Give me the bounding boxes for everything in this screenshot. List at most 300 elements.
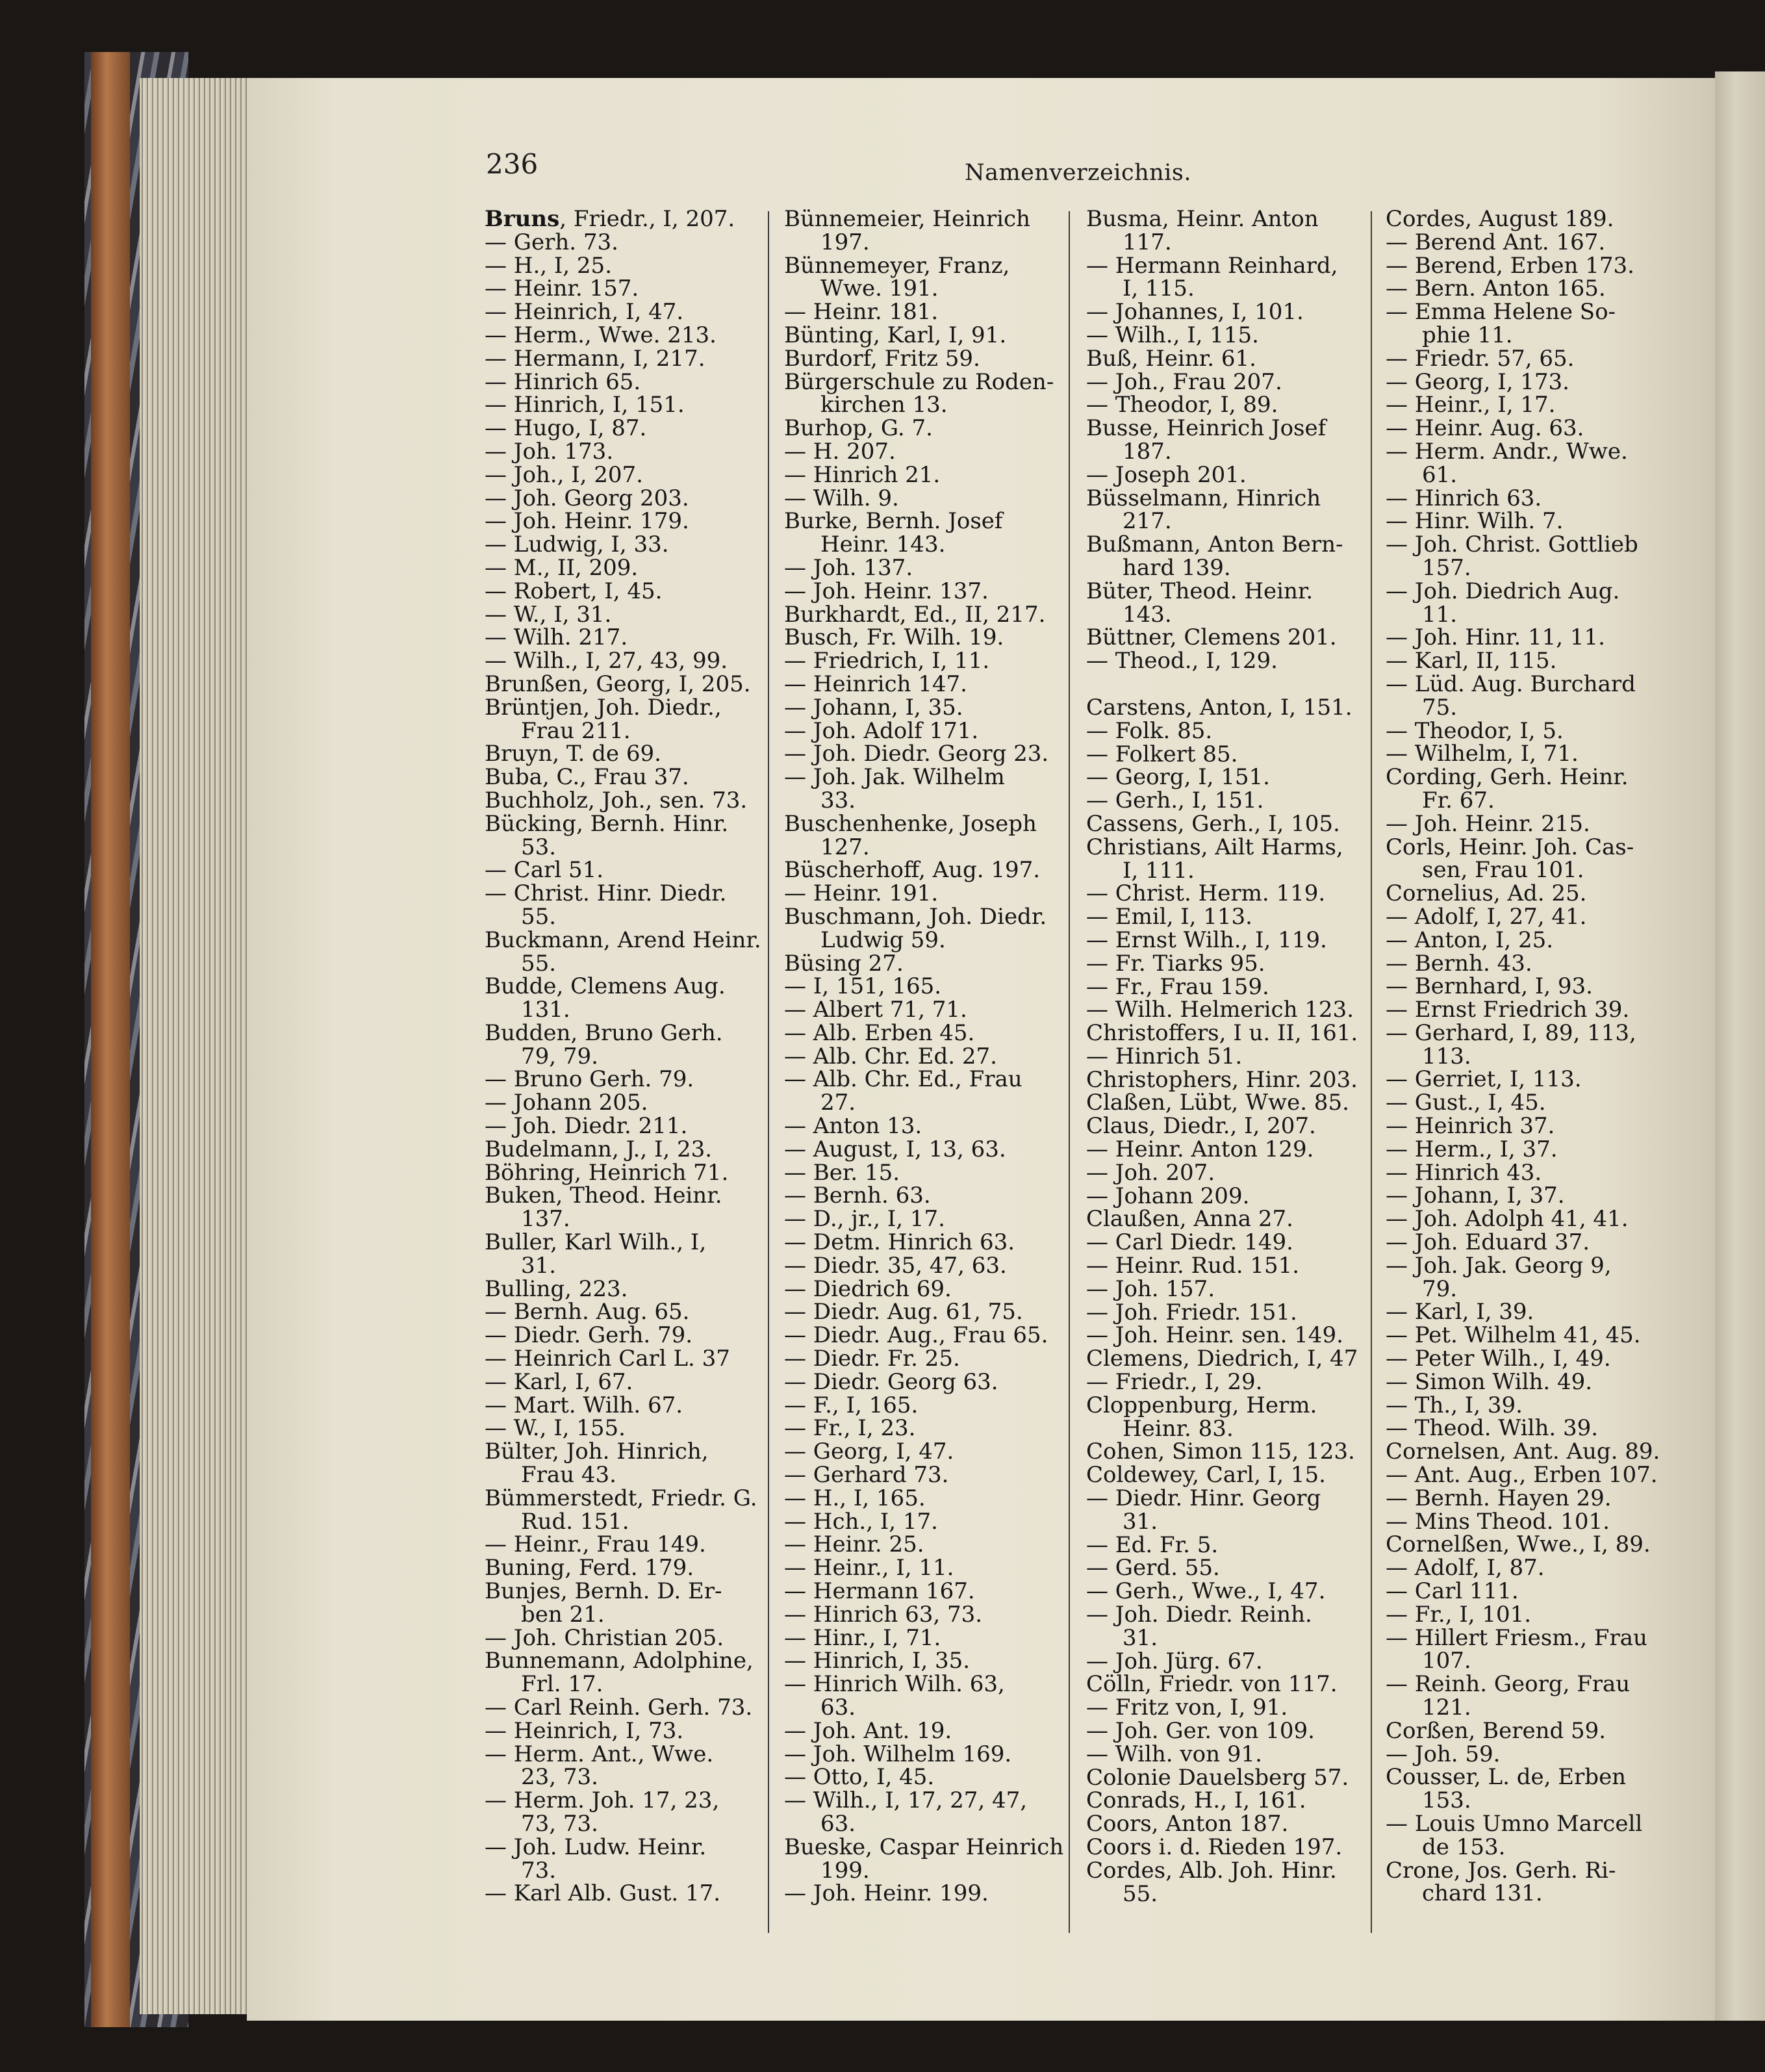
- index-entry: Carstens, Anton, I, 151.: [1086, 694, 1352, 721]
- index-entry: — Gerh., I, 151.: [1086, 787, 1264, 814]
- index-entry: Clemens, Diedrich, I, 47: [1086, 1346, 1358, 1372]
- index-entry: — Ludwig, I, 33.: [485, 531, 669, 558]
- index-entry: — Bernh. Aug. 65.: [485, 1299, 690, 1325]
- index-entry: — Bern. Anton 165.: [1386, 275, 1606, 302]
- index-entry: — Diedrich 69.: [784, 1275, 952, 1302]
- index-entry: — Alb. Erben 45.: [784, 1019, 975, 1046]
- index-entry: — Joh. Ger. von 109.: [1086, 1718, 1315, 1744]
- index-entry: — Ber. 15.: [784, 1159, 900, 1186]
- index-entry: — Heinr. Rud. 151.: [1086, 1253, 1300, 1279]
- index-entry-continuation: 63.: [820, 1810, 856, 1837]
- index-entry: Cölln, Friedr. von 117.: [1086, 1671, 1338, 1698]
- index-entry: Cloppenburg, Herm.: [1086, 1392, 1317, 1418]
- index-entry: — Mins Theod. 101.: [1386, 1508, 1610, 1535]
- running-head: Namenverzeichnis.: [965, 160, 1191, 186]
- index-entry-continuation: Wwe. 191.: [820, 275, 939, 302]
- index-entry: — Joh. Heinr. 215.: [1386, 810, 1590, 837]
- index-entry: — Joh. Jürg. 67.: [1086, 1648, 1263, 1674]
- index-entry: Cousser, L. de, Erben: [1386, 1764, 1627, 1791]
- index-entry-continuation: Heinr. 83.: [1123, 1415, 1234, 1442]
- index-entry: — Folkert 85.: [1086, 741, 1238, 767]
- index-entry: — Theod., I, 129.: [1086, 648, 1278, 674]
- index-entry: — Ed. Fr. 5.: [1086, 1531, 1219, 1558]
- index-entry: — Folk. 85.: [1086, 717, 1213, 744]
- index-entry: Cassens, Gerh., I, 105.: [1086, 810, 1340, 837]
- index-entry: Bulling, 223.: [485, 1275, 628, 1302]
- index-entry: Budde, Clemens Aug.: [485, 973, 726, 1000]
- index-entry: — Wilh. Helmerich 123.: [1086, 997, 1354, 1023]
- index-entry-continuation: 79, 79.: [521, 1043, 598, 1069]
- index-entry: — Hinrich, I, 151.: [485, 392, 685, 418]
- index-entry: Budden, Bruno Gerh.: [485, 1019, 723, 1046]
- index-entry: — Joseph 201.: [1086, 461, 1247, 488]
- index-entry: — Bernh. 43.: [1386, 950, 1532, 977]
- index-entry-continuation: 27.: [820, 1090, 856, 1116]
- index-entry: Büsselmann, Hinrich: [1086, 485, 1321, 511]
- index-entry: Bünting, Karl, I, 91.: [784, 322, 1007, 348]
- index-entry: Brüntjen, Joh. Diedr.,: [485, 694, 722, 721]
- index-entry: Bruyn, T. de 69.: [485, 741, 661, 767]
- index-entry-continuation: 143.: [1123, 601, 1172, 628]
- index-entry: — Joh. Hinr. 11, 11.: [1386, 624, 1605, 651]
- index-entry: — Hinrich 43.: [1386, 1159, 1542, 1186]
- index-entry-continuation: 55.: [1123, 1880, 1158, 1907]
- index-entry-continuation: I, 111.: [1123, 857, 1195, 884]
- index-entry: Bueske, Caspar Heinrich: [784, 1834, 1064, 1860]
- index-entry-continuation: 31.: [1123, 1624, 1158, 1651]
- index-entry: — Heinrich 147.: [784, 671, 967, 697]
- index-entry-continuation: hard 139.: [1123, 554, 1231, 581]
- index-entry: Büter, Theod. Heinr.: [1086, 578, 1314, 604]
- index-entry-continuation: 33.: [820, 787, 856, 813]
- index-entry: — Joh. Diedr. Georg 23.: [784, 741, 1049, 767]
- index-entry-continuation: 63.: [820, 1695, 856, 1720]
- index-entry: Buba, C., Frau 37.: [485, 764, 689, 791]
- index-entry: — Hinrich 51.: [1086, 1043, 1243, 1069]
- index-entry-continuation: de 153.: [1422, 1834, 1506, 1860]
- index-entry: — Diedr. Gerh. 79.: [485, 1322, 693, 1349]
- index-entry: — Ernst Friedrich 39.: [1386, 997, 1630, 1023]
- index-entry-continuation: 197.: [820, 229, 870, 255]
- index-entry-continuation: kirchen 13.: [820, 392, 948, 418]
- index-entry: — Joh. Ant. 19.: [784, 1717, 952, 1744]
- index-entry-continuation: 31.: [521, 1252, 557, 1279]
- index-entry: — Heinr. Aug. 63.: [1386, 415, 1584, 442]
- index-entry-continuation: 61.: [1422, 461, 1458, 488]
- next-page-edge: [1715, 71, 1765, 2021]
- index-entry: — Heinrich, I, 73.: [485, 1717, 684, 1744]
- index-entry: — Bernh. 63.: [784, 1183, 931, 1209]
- index-entry: — Joh. Wilhelm 169.: [784, 1741, 1012, 1767]
- index-entry: — Heinr. Anton 129.: [1086, 1136, 1314, 1163]
- index-entry: — Gerh., Wwe., I, 47.: [1086, 1578, 1326, 1605]
- index-entry-continuation: Frau 211.: [521, 717, 631, 744]
- index-entry: — Fr., Frau 159.: [1086, 973, 1269, 1000]
- index-entry: — Joh., I, 207.: [485, 461, 643, 488]
- index-entry: — Georg, I, 151.: [1086, 764, 1270, 791]
- index-entry: — Hugo, I, 87.: [485, 415, 647, 442]
- index-entry-continuation: 121.: [1422, 1695, 1471, 1720]
- index-entry: — Georg, I, 47.: [784, 1439, 954, 1465]
- index-entry: — Ernst Wilh., I, 119.: [1086, 927, 1327, 953]
- index-entry: Corls, Heinr. Joh. Cas-: [1386, 834, 1634, 860]
- index-entry: — Gerh. 73.: [485, 229, 618, 255]
- index-entry-continuation: 127.: [820, 834, 870, 860]
- index-entry: — Wilh. 217.: [485, 624, 628, 651]
- index-entry: Christoffers, I u. II, 161.: [1086, 1020, 1358, 1047]
- index-entry-continuation: 131.: [521, 997, 570, 1023]
- index-entry: Burdorf, Fritz 59.: [784, 345, 980, 372]
- index-entry: — Louis Umno Marcell: [1386, 1810, 1643, 1837]
- index-entry: Büttner, Clemens 201.: [1086, 624, 1337, 651]
- index-entry: — Christ. Hinr. Diedr.: [485, 880, 727, 907]
- index-entry: — Carl 111.: [1386, 1578, 1519, 1605]
- index-entry: — Theodor, I, 5.: [1386, 717, 1564, 744]
- index-entry: — Karl, I, 67.: [485, 1368, 633, 1395]
- index-entry: Crone, Jos. Gerh. Ri-: [1386, 1857, 1616, 1884]
- index-entry: — Hch., I, 17.: [784, 1508, 938, 1535]
- index-entry-continuation: 113.: [1422, 1043, 1471, 1069]
- index-entry: — D., jr., I, 17.: [784, 1206, 945, 1233]
- index-entry-continuation: 199.: [820, 1857, 870, 1884]
- index-entry: Bümmerstedt, Friedr. G.: [485, 1485, 757, 1511]
- index-entry-continuation: 55.: [521, 950, 557, 977]
- index-entry: — Fritz von, I, 91.: [1086, 1695, 1288, 1721]
- index-entry: Corßen, Berend 59.: [1386, 1717, 1606, 1744]
- index-entry: Cornelius, Ad. 25.: [1386, 880, 1587, 907]
- index-entry: — Heinrich 37.: [1386, 1113, 1555, 1140]
- index-entry-continuation: 79.: [1422, 1275, 1458, 1302]
- index-entry: — Karl, I, 39.: [1386, 1299, 1534, 1325]
- index-entry: — Johann, I, 37.: [1386, 1183, 1565, 1209]
- index-entry: Buckmann, Arend Heinr.: [485, 927, 761, 953]
- index-entry: Büscherhoff, Aug. 197.: [784, 857, 1041, 884]
- index-entry: Busch, Fr. Wilh. 19.: [784, 624, 1004, 651]
- index-entry: Brunßen, Georg, I, 205.: [485, 671, 751, 697]
- index-entry-continuation: 31.: [1123, 1508, 1158, 1535]
- index-entry: — Georg, I, 173.: [1386, 368, 1569, 395]
- index-entry-continuation: 11.: [1422, 601, 1458, 628]
- index-entry-continuation: Rud. 151.: [521, 1508, 629, 1535]
- index-entry: — Herm. Andr., Wwe.: [1386, 438, 1628, 465]
- index-entry: Burhop, G. 7.: [784, 415, 933, 442]
- index-entry: — Gerhard 73.: [784, 1462, 949, 1489]
- index-entry: — Diedr. 35, 47, 63.: [784, 1252, 1007, 1279]
- index-entry: — Hinrich 21.: [784, 461, 941, 488]
- index-entry: — Emil, I, 113.: [1086, 904, 1252, 930]
- index-entry: Budelmann, J., I, 23.: [485, 1136, 713, 1162]
- index-entry-continuation: 75.: [1422, 694, 1458, 721]
- index-entry: — Heinr. 191.: [784, 880, 939, 907]
- index-entry: — Theod. Wilh. 39.: [1386, 1415, 1599, 1442]
- index-entry: Burke, Bernh. Josef: [784, 508, 1003, 535]
- index-entry: Buken, Theod. Heinr.: [485, 1183, 722, 1209]
- index-entry-continuation: chard 131.: [1422, 1880, 1543, 1907]
- index-entry: — Joh. Heinr. 137.: [784, 578, 989, 604]
- index-entry: — Joh., Frau 207.: [1086, 368, 1282, 395]
- index-entry: — Heinr., I, 17.: [1386, 392, 1556, 418]
- index-entry: Claßen, Lübt, Wwe. 85.: [1086, 1090, 1349, 1116]
- index-entry: Bünnemeyer, Franz,: [784, 252, 1010, 279]
- index-entry: — Friedr., I, 29.: [1086, 1369, 1263, 1396]
- column-rule: [1371, 211, 1372, 1933]
- index-entry: — Hinr., I, 71.: [784, 1624, 941, 1651]
- index-entry: — Hermann 167.: [784, 1578, 975, 1605]
- index-entry: — Joh. Heinr. sen. 149.: [1086, 1322, 1343, 1349]
- index-entry: — Carl Diedr. 149.: [1086, 1229, 1293, 1256]
- index-column-1: [485, 206, 761, 1907]
- index-entry: Bürgerschule zu Roden-: [784, 368, 1054, 395]
- index-entry: Bußmann, Anton Bern-: [1086, 531, 1343, 558]
- index-entry: — M., II, 209.: [485, 554, 639, 581]
- index-entry: Buß, Heinr. 61.: [1086, 345, 1256, 372]
- index-entry: Bücking, Bernh. Hinr.: [485, 810, 729, 837]
- index-entry: — Herm. Ant., Wwe.: [485, 1741, 714, 1767]
- index-entry-continuation: Frl. 17.: [521, 1671, 603, 1698]
- index-entry: — Fr., I, 23.: [784, 1415, 916, 1442]
- index-entry: Coors i. d. Rieden 197.: [1086, 1834, 1343, 1860]
- index-entry: — H. 207.: [784, 438, 896, 465]
- index-entry: — Joh. 207.: [1086, 1159, 1215, 1186]
- index-entry: — Joh. Friedr. 151.: [1086, 1299, 1297, 1325]
- index-entry: Christians, Ailt Harms,: [1086, 834, 1343, 860]
- index-entry: — Diedr. Hinr. Georg: [1086, 1485, 1321, 1512]
- index-entry: — Gerriet, I, 113.: [1386, 1066, 1582, 1093]
- index-entry: — Herm. Joh. 17, 23,: [485, 1787, 720, 1814]
- index-column-4: [1386, 206, 1660, 1907]
- column-rule: [1069, 211, 1070, 1933]
- index-entry: — Hinr. Wilh. 7.: [1386, 508, 1564, 535]
- index-entry: — Joh. Heinr. 199.: [784, 1880, 989, 1907]
- index-entry-continuation: I, 115.: [1123, 275, 1195, 302]
- index-entry: Bruns, Friedr., I, 207.: [485, 206, 735, 232]
- index-entry: — Berend, Erben 173.: [1386, 252, 1634, 279]
- index-entry: — Theodor, I, 89.: [1086, 392, 1278, 418]
- index-entry: — H., I, 165.: [784, 1485, 926, 1511]
- index-entry: — Hermann Reinhard,: [1086, 252, 1338, 279]
- index-entry: Bunjes, Bernh. D. Er-: [485, 1578, 722, 1605]
- index-entry: — Gerd. 55.: [1086, 1555, 1220, 1581]
- index-entry: — Christ. Herm. 119.: [1086, 880, 1326, 907]
- index-entry: — Hinrich 65.: [485, 368, 641, 395]
- index-entry: — Hinrich, I, 35.: [784, 1648, 971, 1674]
- index-entry-continuation: 107.: [1422, 1648, 1471, 1674]
- index-entry: — Adolf, I, 87.: [1386, 1555, 1545, 1581]
- index-entry: — Alb. Chr. Ed., Frau: [784, 1066, 1022, 1093]
- index-entry: Buchholz, Joh., sen. 73.: [485, 787, 748, 813]
- index-entry-continuation: 53.: [521, 834, 557, 860]
- index-entry: — Joh. Adolph 41, 41.: [1386, 1206, 1629, 1233]
- index-column-3: [1086, 208, 1358, 1906]
- index-entry: Bünnemeier, Heinrich: [784, 206, 1030, 232]
- index-entry: — H., I, 25.: [485, 252, 612, 279]
- index-entry: — Joh. 59.: [1386, 1741, 1501, 1767]
- index-entry: — Gust., I, 45.: [1386, 1090, 1546, 1116]
- index-entry: — Anton, I, 25.: [1386, 927, 1554, 953]
- index-entry: — Heinr. 157.: [485, 275, 639, 302]
- index-entry: — Hermann, I, 217.: [485, 345, 705, 372]
- index-entry-continuation: 187.: [1123, 438, 1172, 465]
- index-entry-continuation: 153.: [1422, 1787, 1471, 1814]
- index-entry: — Wilh., I, 17, 27, 47,: [784, 1787, 1028, 1814]
- index-entry: Böhring, Heinrich 71.: [485, 1159, 729, 1186]
- index-entry: — Hinrich 63, 73.: [784, 1601, 983, 1628]
- index-entry: Cording, Gerh. Heinr.: [1386, 764, 1629, 791]
- index-entry: — Diedr. Georg 63.: [784, 1368, 998, 1395]
- index-entry: — Joh. Christian 205.: [485, 1624, 724, 1651]
- index-entry: Cornelsen, Ant. Aug. 89.: [1386, 1439, 1660, 1465]
- index-entry: — Karl, II, 115.: [1386, 648, 1557, 674]
- index-entry-continuation: 55.: [521, 903, 557, 930]
- index-entry: Buning, Ferd. 179.: [485, 1555, 694, 1581]
- index-entry: — Hillert Friesm., Frau: [1386, 1624, 1647, 1651]
- index-entry: — Gerhard, I, 89, 113,: [1386, 1019, 1636, 1046]
- index-entry: — Joh. Jak. Georg 9,: [1386, 1252, 1612, 1279]
- index-entry: — Joh. 157.: [1086, 1275, 1215, 1302]
- index-entry: — Johann 205.: [485, 1090, 648, 1116]
- index-entry: — Heinr. 181.: [784, 299, 939, 326]
- index-entry: — Wilh. von 91.: [1086, 1741, 1262, 1767]
- index-entry: — Joh. Christ. Gottlieb: [1386, 531, 1638, 558]
- index-entry: — Diedr. Aug. 61, 75.: [784, 1299, 1023, 1325]
- index-entry-continuation: 73, 73.: [521, 1810, 598, 1837]
- index-entry: — Alb. Chr. Ed. 27.: [784, 1043, 997, 1069]
- index-entry: — Wilh. 9.: [784, 485, 899, 511]
- column-rule: [768, 211, 769, 1933]
- index-entry: — Berend Ant. 167.: [1386, 229, 1606, 255]
- index-entry: Colonie Dauelsberg 57.: [1086, 1764, 1349, 1791]
- index-entry: — Pet. Wilhelm 41, 45.: [1386, 1322, 1641, 1349]
- index-entry: — Friedr. 57, 65.: [1386, 345, 1575, 372]
- index-entry: — Heinr. 25.: [784, 1531, 924, 1558]
- index-entry: Christophers, Hinr. 203.: [1086, 1066, 1358, 1093]
- index-entry-continuation: Heinr. 143.: [820, 531, 946, 558]
- index-entry-continuation: 117.: [1123, 229, 1172, 255]
- index-entry: — Joh. Heinr. 179.: [485, 508, 689, 535]
- index-entry: Coors, Anton 187.: [1086, 1811, 1289, 1837]
- index-entry: — Joh. Eduard 37.: [1386, 1229, 1590, 1256]
- index-entry: — Joh. Diedr. Reinh.: [1086, 1602, 1312, 1628]
- index-entry: — Diedr. Fr. 25.: [784, 1346, 960, 1372]
- index-entry: Busma, Heinr. Anton: [1086, 206, 1319, 232]
- index-entry-continuation: Frau 43.: [521, 1462, 616, 1489]
- index-entry: — Johann 209.: [1086, 1183, 1250, 1209]
- index-entry: Burkhardt, Ed., II, 217.: [784, 601, 1046, 628]
- index-entry: — Heinr., Frau 149.: [485, 1531, 706, 1558]
- index-entry: — Bernh. Hayen 29.: [1386, 1485, 1612, 1511]
- index-entry-continuation: Fr. 67.: [1422, 787, 1495, 813]
- index-entry-continuation: 137.: [521, 1206, 570, 1233]
- head-word: Bruns: [485, 206, 560, 232]
- index-entry: — Adolf, I, 27, 41.: [1386, 903, 1587, 930]
- index-entry: — Bernhard, I, 93.: [1386, 973, 1593, 1000]
- index-entry: — Reinh. Georg, Frau: [1386, 1671, 1631, 1698]
- index-entry: — Th., I, 39.: [1386, 1392, 1523, 1418]
- page-number: 236: [486, 148, 539, 180]
- index-entry: Claußen, Anna 27.: [1086, 1206, 1293, 1233]
- index-entry: — Wilh., I, 115.: [1086, 322, 1259, 348]
- index-entry: — Bruno Gerh. 79.: [485, 1066, 694, 1093]
- index-entry: — Joh. Diedrich Aug.: [1386, 578, 1620, 604]
- index-entry-continuation: 217.: [1123, 508, 1172, 535]
- index-entry-continuation: phie 11.: [1422, 322, 1513, 348]
- index-entry: Bülter, Joh. Hinrich,: [485, 1439, 709, 1465]
- index-entry: Buller, Karl Wilh., I,: [485, 1229, 707, 1256]
- index-entry-continuation: sen, Frau 101.: [1422, 857, 1584, 884]
- index-entry: Cordes, Alb. Joh. Hinr.: [1086, 1857, 1337, 1884]
- index-entry: — August, I, 13, 63.: [784, 1136, 1006, 1162]
- index-entry: — Carl Reinh. Gerh. 73.: [485, 1695, 753, 1720]
- index-entry: — W., I, 155.: [485, 1415, 626, 1442]
- index-entry: — Friedrich, I, 11.: [784, 648, 990, 674]
- index-entry: — Albert 71, 71.: [784, 997, 967, 1023]
- index-entry: — Joh. Diedr. 211.: [485, 1113, 688, 1140]
- index-entry: — Fr. Tiarks 95.: [1086, 950, 1265, 977]
- index-entry: — Herm., Wwe. 213.: [485, 322, 717, 348]
- index-entry: — Hinrich 63.: [1386, 485, 1542, 511]
- index-entry-continuation: Ludwig 59.: [820, 927, 946, 953]
- index-entry: — F., I, 165.: [784, 1392, 919, 1418]
- index-entry: Cohen, Simon 115, 123.: [1086, 1439, 1355, 1465]
- index-entry: — Joh. 173.: [485, 438, 614, 465]
- index-entry: Büsing 27.: [784, 950, 904, 977]
- index-entry: — Carl 51.: [485, 857, 604, 884]
- index-entry: — Joh. Adolf 171.: [784, 717, 979, 744]
- index-entry: — Joh. Jak. Wilhelm: [784, 764, 1005, 791]
- index-entry-continuation: 23, 73.: [521, 1764, 598, 1791]
- index-entry: — Heinrich, I, 47.: [485, 299, 684, 326]
- index-entry: Busse, Heinrich Josef: [1086, 415, 1327, 442]
- index-entry: — Simon Wilh. 49.: [1386, 1368, 1593, 1395]
- index-entry: — Karl Alb. Gust. 17.: [485, 1880, 721, 1907]
- index-entry: — Emma Helene So-: [1386, 299, 1616, 326]
- index-entry: — Joh. Ludw. Heinr.: [485, 1834, 707, 1860]
- index-entry: — Joh. Georg 203.: [485, 485, 689, 511]
- index-entry: — Johannes, I, 101.: [1086, 299, 1304, 326]
- index-entry: — Wilh., I, 27, 43, 99.: [485, 648, 728, 674]
- index-entry: Claus, Diedr., I, 207.: [1086, 1113, 1316, 1140]
- index-entry: Bunnemann, Adolphine,: [485, 1648, 754, 1674]
- index-entry: — Joh. 137.: [784, 554, 913, 581]
- index-entry: — Peter Wilh., I, 49.: [1386, 1346, 1611, 1372]
- index-entry: — Heinrich Carl L. 37: [485, 1346, 730, 1372]
- index-entry: Conrads, H., I, 161.: [1086, 1787, 1306, 1814]
- index-entry: — Robert, I, 45.: [485, 578, 663, 604]
- index-entry: — W., I, 31.: [485, 601, 612, 628]
- page-edges: [140, 78, 253, 2014]
- index-entry: — Diedr. Aug., Frau 65.: [784, 1322, 1048, 1349]
- index-entry-continuation: ben 21.: [521, 1601, 605, 1628]
- index-entry: — Anton 13.: [784, 1113, 922, 1140]
- index-column-2: [784, 206, 1064, 1907]
- index-entry-continuation: 157.: [1422, 554, 1471, 581]
- index-entry: — Lüd. Aug. Burchard: [1386, 671, 1636, 697]
- index-entry: Buschenhenke, Joseph: [784, 810, 1037, 837]
- index-entry: — Ant. Aug., Erben 107.: [1386, 1462, 1658, 1489]
- book-spine: [91, 52, 130, 2027]
- index-entry: Cornelßen, Wwe., I, 89.: [1386, 1531, 1651, 1558]
- index-entry: — Hinrich Wilh. 63,: [784, 1671, 1005, 1698]
- index-entry-continuation: 73.: [521, 1857, 557, 1884]
- index-entry: — Detm. Hinrich 63.: [784, 1229, 1015, 1256]
- index-entry: Buschmann, Joh. Diedr.: [784, 903, 1047, 930]
- index-entry: — Otto, I, 45.: [784, 1764, 935, 1791]
- index-entry: Cordes, August 189.: [1386, 206, 1614, 232]
- index-entry: — Fr., I, 101.: [1386, 1601, 1532, 1628]
- index-entry: — Johann, I, 35.: [784, 694, 963, 721]
- index-entry: — Mart. Wilh. 67.: [485, 1392, 683, 1418]
- index-entry: — Heinr., I, 11.: [784, 1555, 954, 1581]
